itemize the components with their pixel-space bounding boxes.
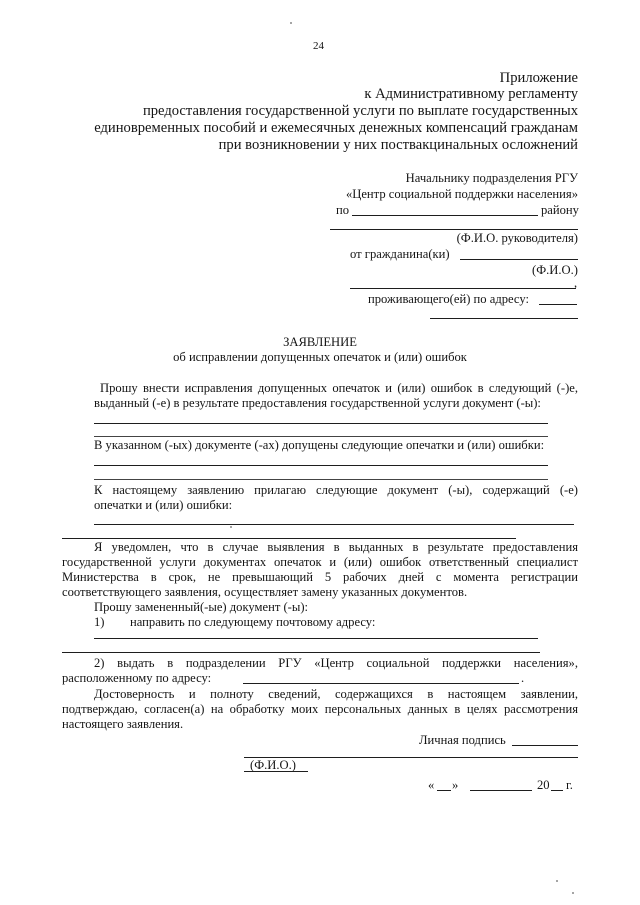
paragraph-4-line-2: государственной услуги документах опечаток и (или) ошибок ответственный специалист bbox=[62, 555, 578, 569]
scan-speck bbox=[572, 892, 574, 894]
paragraph-4-line-1: Я уведомлен, что в случае выявления в выданных в результате предоставления bbox=[94, 540, 578, 554]
paragraph-6-line-3: настоящего заявления. bbox=[62, 717, 184, 731]
option-2-line-2: расположенному по адресу: bbox=[62, 671, 212, 685]
attachments-field-2[interactable] bbox=[62, 538, 516, 539]
addressee-line-1: Начальнику подразделения РГУ bbox=[405, 171, 578, 185]
scan-speck bbox=[556, 880, 558, 882]
document-subtitle: об исправлении допущенных опечаток и (или) ошибок bbox=[173, 350, 467, 364]
option-1-text: направить по следующему почтовому адресу: bbox=[130, 615, 376, 629]
head-name-field[interactable] bbox=[330, 229, 578, 230]
errors-field-2[interactable] bbox=[94, 479, 548, 480]
office-address-field[interactable] bbox=[243, 683, 519, 684]
page-number: 24 bbox=[313, 40, 324, 52]
paragraph-3-line-1: К настоящему заявлению прилагаю следующие документ (-ы), содержащий (-е) bbox=[94, 483, 578, 497]
date-year-field[interactable] bbox=[551, 790, 563, 791]
signature-field[interactable] bbox=[512, 745, 578, 746]
option-2-line-1: 2) выдать в подразделении РГУ «Центр социальной поддержки населения», bbox=[94, 656, 578, 670]
paragraph-1-line-1: Прошу внести исправления допущенных опечаток и (или) ошибок в следующий (-)е, bbox=[100, 381, 578, 395]
appendix-line-3: единовременных пособий и ежемесячных денежных компенсаций гражданам bbox=[94, 120, 578, 136]
scan-speck bbox=[230, 526, 232, 528]
date-quote-close: » bbox=[452, 778, 459, 792]
address-line-2-field[interactable] bbox=[430, 318, 578, 319]
address-field[interactable] bbox=[539, 304, 577, 305]
appendix-title: Приложение bbox=[499, 70, 578, 86]
addressee-line-2: «Центр социальной поддержки населения» bbox=[345, 187, 578, 201]
comma: , bbox=[574, 276, 578, 290]
address-label: проживающего(ей) по адресу: bbox=[368, 292, 529, 306]
date-day-field[interactable] bbox=[437, 790, 451, 791]
from-citizen-label: от гражданина(ки) bbox=[350, 247, 450, 261]
postal-address-field-1[interactable] bbox=[94, 638, 538, 639]
paragraph-2: В указанном (-ых) документе (-ах) допущены следующие опечатки и (или) ошибки: bbox=[94, 438, 545, 452]
addressee-po: по bbox=[336, 203, 350, 217]
scan-speck bbox=[290, 22, 292, 24]
errors-field-1[interactable] bbox=[94, 465, 548, 466]
date-quote-open: « bbox=[428, 778, 435, 792]
date-year-suffix: г. bbox=[566, 778, 573, 792]
attachments-field-1[interactable] bbox=[94, 524, 574, 525]
citizen-name-line-2-field[interactable] bbox=[350, 288, 576, 289]
document-field-2[interactable] bbox=[94, 436, 548, 437]
option-2-end: . bbox=[521, 671, 525, 685]
postal-address-field-2[interactable] bbox=[62, 652, 540, 653]
paragraph-6-line-1: Достоверность и полноту сведений, содержащихся в настоящем заявлении, bbox=[94, 687, 578, 701]
document-title: ЗАЯВЛЕНИЕ bbox=[283, 335, 357, 349]
district-field[interactable] bbox=[352, 215, 538, 216]
paragraph-1-line-2: выданный (-е) в результате предоставления государственной услуги документ (-ы): bbox=[94, 396, 541, 410]
appendix-line-2: предоставления государственной услуги по выплате государственных bbox=[142, 103, 578, 119]
citizen-name-field[interactable] bbox=[460, 259, 578, 260]
paragraph-4-line-4: соответствующего заявления, осуществляет замену указанных документов. bbox=[62, 585, 468, 599]
option-1-number: 1) bbox=[94, 615, 105, 629]
citizen-name-caption: (Ф.И.О.) bbox=[532, 263, 578, 277]
paragraph-3-line-2: опечатки и (или) ошибки: bbox=[94, 498, 233, 512]
paragraph-5: Прошу замененный(-ые) документ (-ы): bbox=[94, 600, 309, 614]
signer-name-underline bbox=[244, 771, 308, 772]
paragraph-6-line-2: подтверждаю, согласен(а) на обработку моих персональных данных в целях рассмотрения bbox=[62, 702, 578, 716]
appendix-line-4: при возникновении у них поствакцинальных осложнений bbox=[218, 137, 578, 153]
head-name-caption: (Ф.И.О. руководителя) bbox=[456, 231, 578, 245]
paragraph-4-line-3: Министерства в срок, не превышающий 5 рабочих дней с момента регистрации bbox=[62, 570, 578, 584]
appendix-line-1: к Административному регламенту bbox=[364, 86, 578, 102]
addressee-rayon: району bbox=[541, 203, 579, 217]
date-month-field[interactable] bbox=[470, 790, 532, 791]
signature-label: Личная подпись bbox=[419, 733, 506, 747]
document-field-1[interactable] bbox=[94, 423, 548, 424]
date-year-prefix: 20 bbox=[537, 778, 550, 792]
signer-name-caption: (Ф.И.О.) bbox=[250, 758, 296, 772]
